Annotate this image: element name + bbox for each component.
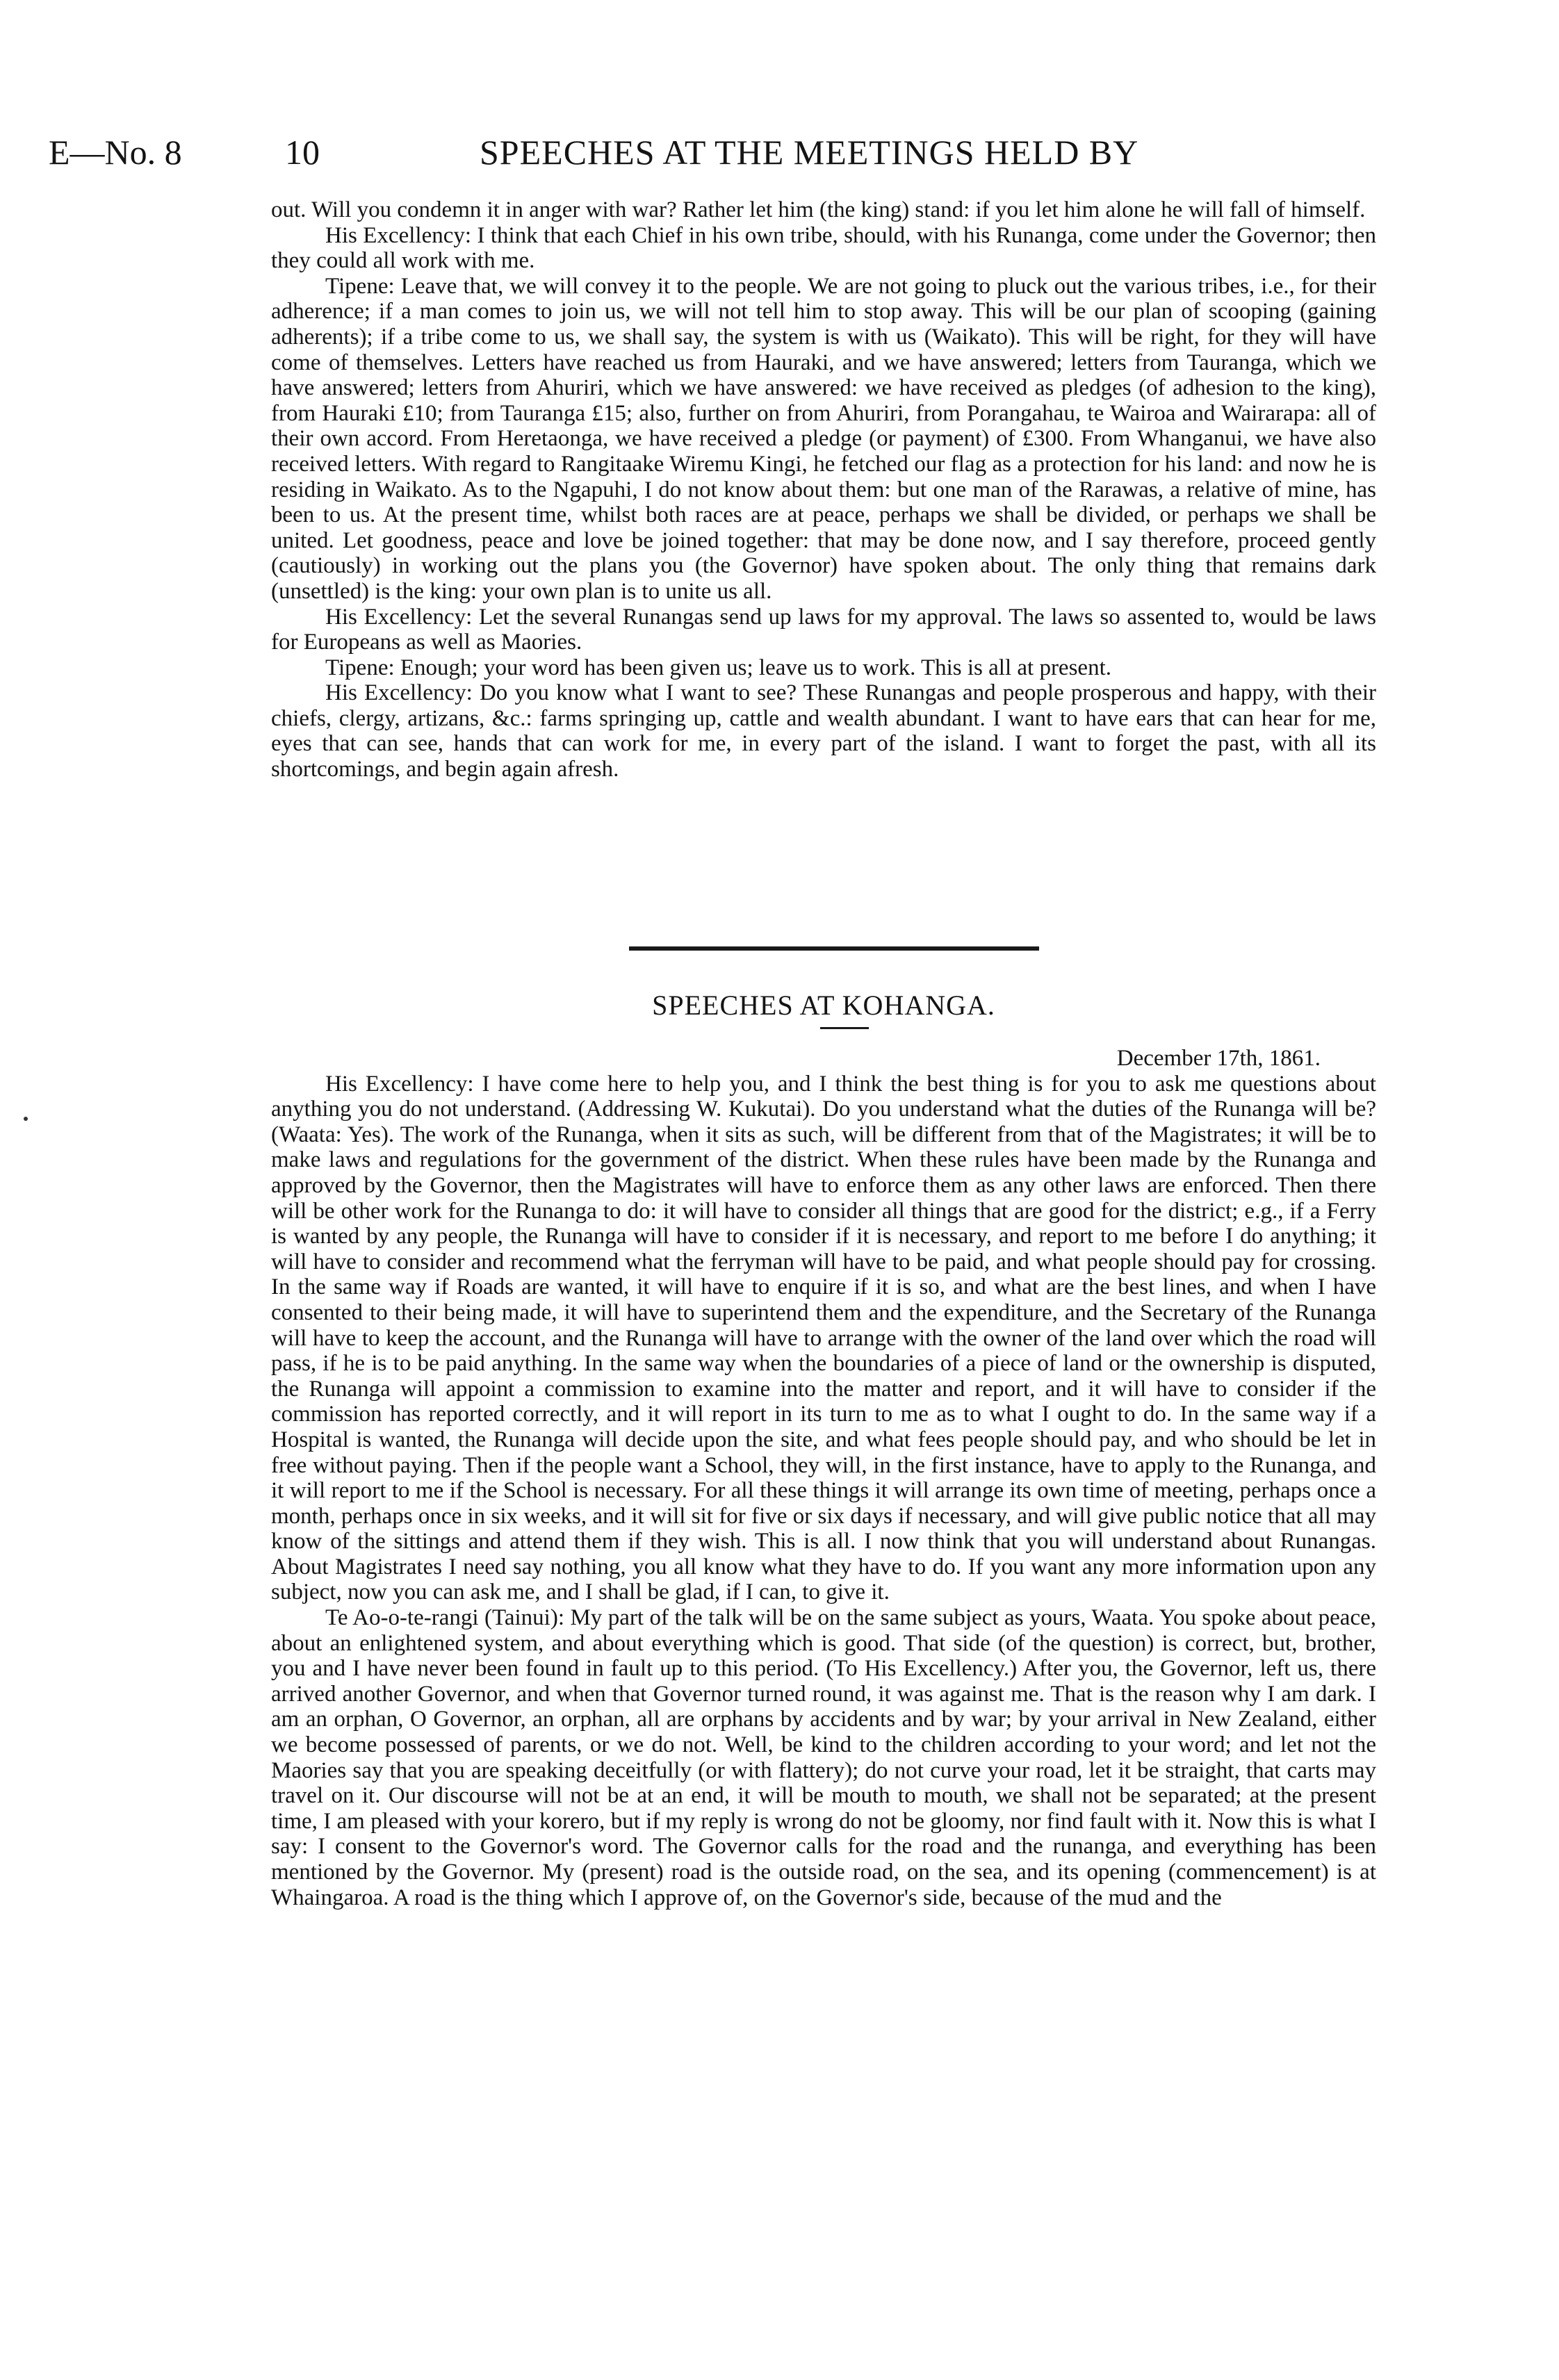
paragraph: Tipene: Leave that, we will convey it to the people. We are not going to pluck out the various tribes, i.e., for their adherence; if a man comes to join us, we will not tell him to stop away. This will be our plan of scooping (gaining adherents); if a tribe come to us, we shall say, the system is with us (Waikato). This will be right, for they will have come of themselves. Letters have reached us from Hauraki, and we have answered; letters from Tauranga, which we have answered; letters from Ahuriri, which we have answered: we have received as pledges (of adhesion to the king), from Hauraki £10; from Tauranga £15; also, further on from Ahuriri, from Porangahau, te Wairoa and Wairarapa: all of their own accord. From Heretaonga, we have received a pledge (or payment) of £300. From Whanganui, we have also received letters. With regard to Rangitaake Wiremu Kingi, he fetched our flag as a protection for his land: and now he is residing in Waikato. As to the Ngapuhi, I do not know about them: but one man of the Rarawas, a relative of mine, has been to us. At the present time, whilst both races are at peace, perhaps we shall be divided, or perhaps we shall be united. Let goodness, peace and love be joined together: that may be done now, and I say therefore, proceed gently (cautiously) in working out the plans you (the Governor) have spoken about. The only thing that remains dark (unsettled) is the king: your own plan is to unite us all. xyxy=(271,273,1376,604)
paragraph: His Excellency: I have come here to help you, and I think the best thing is for you to ask me questions about anything you do not understand. (Addressing W. Kukutai). Do you understand what the duties of the Runanga will be? (Waata: Yes). The work of the Runanga, when it sits as such, will be different from that of the Magistrates; it will be to make laws and regulations for the government of the district. When these rules have been made by the Runanga and approved by the Governor, then the Magistrates will have to enforce them as any other laws are enforced. Then there will be other work for the Runanga to do: it will have to consider all things that are good for the district; e.g., if a Ferry is wanted by any people, the Runanga will have to consider if it is necessary, and report to me before I do anything; it will have to consider and recommend what the ferryman will have to be paid, and what people should pay for crossing. In the same way if Roads are wanted, it will have to enquire if it is so, and what are the best lines, and when I have consented to their being made, it will have to superintend them and the expenditure, and the Secretary of the Runanga will have to keep the account, and the Runanga will have to arrange with the owner of the land over which the road will pass, if he is to be paid anything. In the same way when the boundaries of a piece of land or the ownership is disputed, the Runanga will appoint a commission to examine into the matter and report, and it will have to consider if the commission has reported correctly, and it will report in its turn to me as to what I ought to do. In the same way if a Hospital is wanted, the Runanga will decide upon the site, and what fees people should pay, and who should be let in free without paying. Then if the people want a School, they will, in the first instance, have to apply to the Runanga, and it will report to me if the School is necessary. For all these things it will arrange its own time of meeting, perhaps once a month, perhaps once in six weeks, and it will sit for five or six days if necessary, and will give public notice that all may know of the sittings and attend them if they wish. This is all. I now think that you will understand about Runangas. About Magistrates I need say nothing, you all know what they have to do. If you want any more information upon any subject, now you can ask me, and I shall be glad, if I can, to give it. xyxy=(271,1071,1376,1605)
margin-mark xyxy=(24,1117,28,1121)
speech-block-previous-meeting xyxy=(271,197,1376,782)
page-header xyxy=(49,132,1508,188)
paragraph: His Excellency: I think that each Chief in his own tribe, should, with his Runanga, come under the Governor; then they could all work with me. xyxy=(271,222,1376,274)
page-number: 10 xyxy=(285,133,320,172)
section-divider-rule xyxy=(629,946,1039,951)
paragraph: out. Will you condemn it in anger with war? Rather let him (the king) stand: if you let him alone he will fall of himself. xyxy=(271,197,1366,222)
paragraph: His Excellency: Let the several Runangas send up laws for my approval. The laws so assented to, would be laws for Europeans as well as Maories. xyxy=(271,604,1376,655)
speech-block-kohanga xyxy=(271,1046,1376,1910)
paragraph: His Excellency: Do you know what I want to see? These Runangas and people prosperous and happy, with their chiefs, clergy, artizans, &c.: farms springing up, cattle and wealth abundant. I want to have ears that can hear for me, eyes that can see, hands that can work for me, in every part of the island. I want to forget the past, with all its shortcomings, and begin again afresh. xyxy=(271,680,1376,782)
running-title: SPEECHES AT THE MEETINGS HELD BY xyxy=(480,133,1139,172)
document-reference: E—No. 8 xyxy=(49,133,182,172)
title-underline xyxy=(820,1027,869,1029)
section-title: SPEECHES AT KOHANGA. xyxy=(652,990,995,1021)
meeting-date: December 17th, 1861. xyxy=(1116,1046,1321,1071)
paragraph: Te Ao-o-te-rangi (Tainui): My part of the talk will be on the same subject as yours, Waata. You spoke about peace, about an enlightened system, and about everything which is good. That side (of the question) is correct, but, brother, you and I have never been found in fault up to this period. (To His Excellency.) After you, the Governor, left us, there arrived another Governor, and when that Governor turned round, it was against me. That is the reason why I am dark. I am an orphan, O Governor, an orphan, all are orphans by accidents and by war; by your arrival in New Zealand, either we become possessed of parents, or we do not. Well, be kind to the children according to your word; and let not the Maories say that you are speaking deceitfully (or with flattery); do not curve your road, let it be straight, that carts may travel on it. Our discourse will not be at an end, it will be mouth to mouth, we shall not be separated; at the present time, I am pleased with your korero, but if my reply is wrong do not be gloomy, nor find fault with it. Now this is what I say: I consent to the Governor's word. The Governor calls for the road and the runanga, and everything has been mentioned by the Governor. My (present) road is the outside road, on the sea, and its opening (commencement) is at Whaingaroa. A road is the thing which I approve of, on the Governor's side, because of the mud and the xyxy=(271,1605,1376,1910)
paragraph: Tipene: Enough; your word has been given us; leave us to work. This is all at present. xyxy=(325,655,1111,680)
